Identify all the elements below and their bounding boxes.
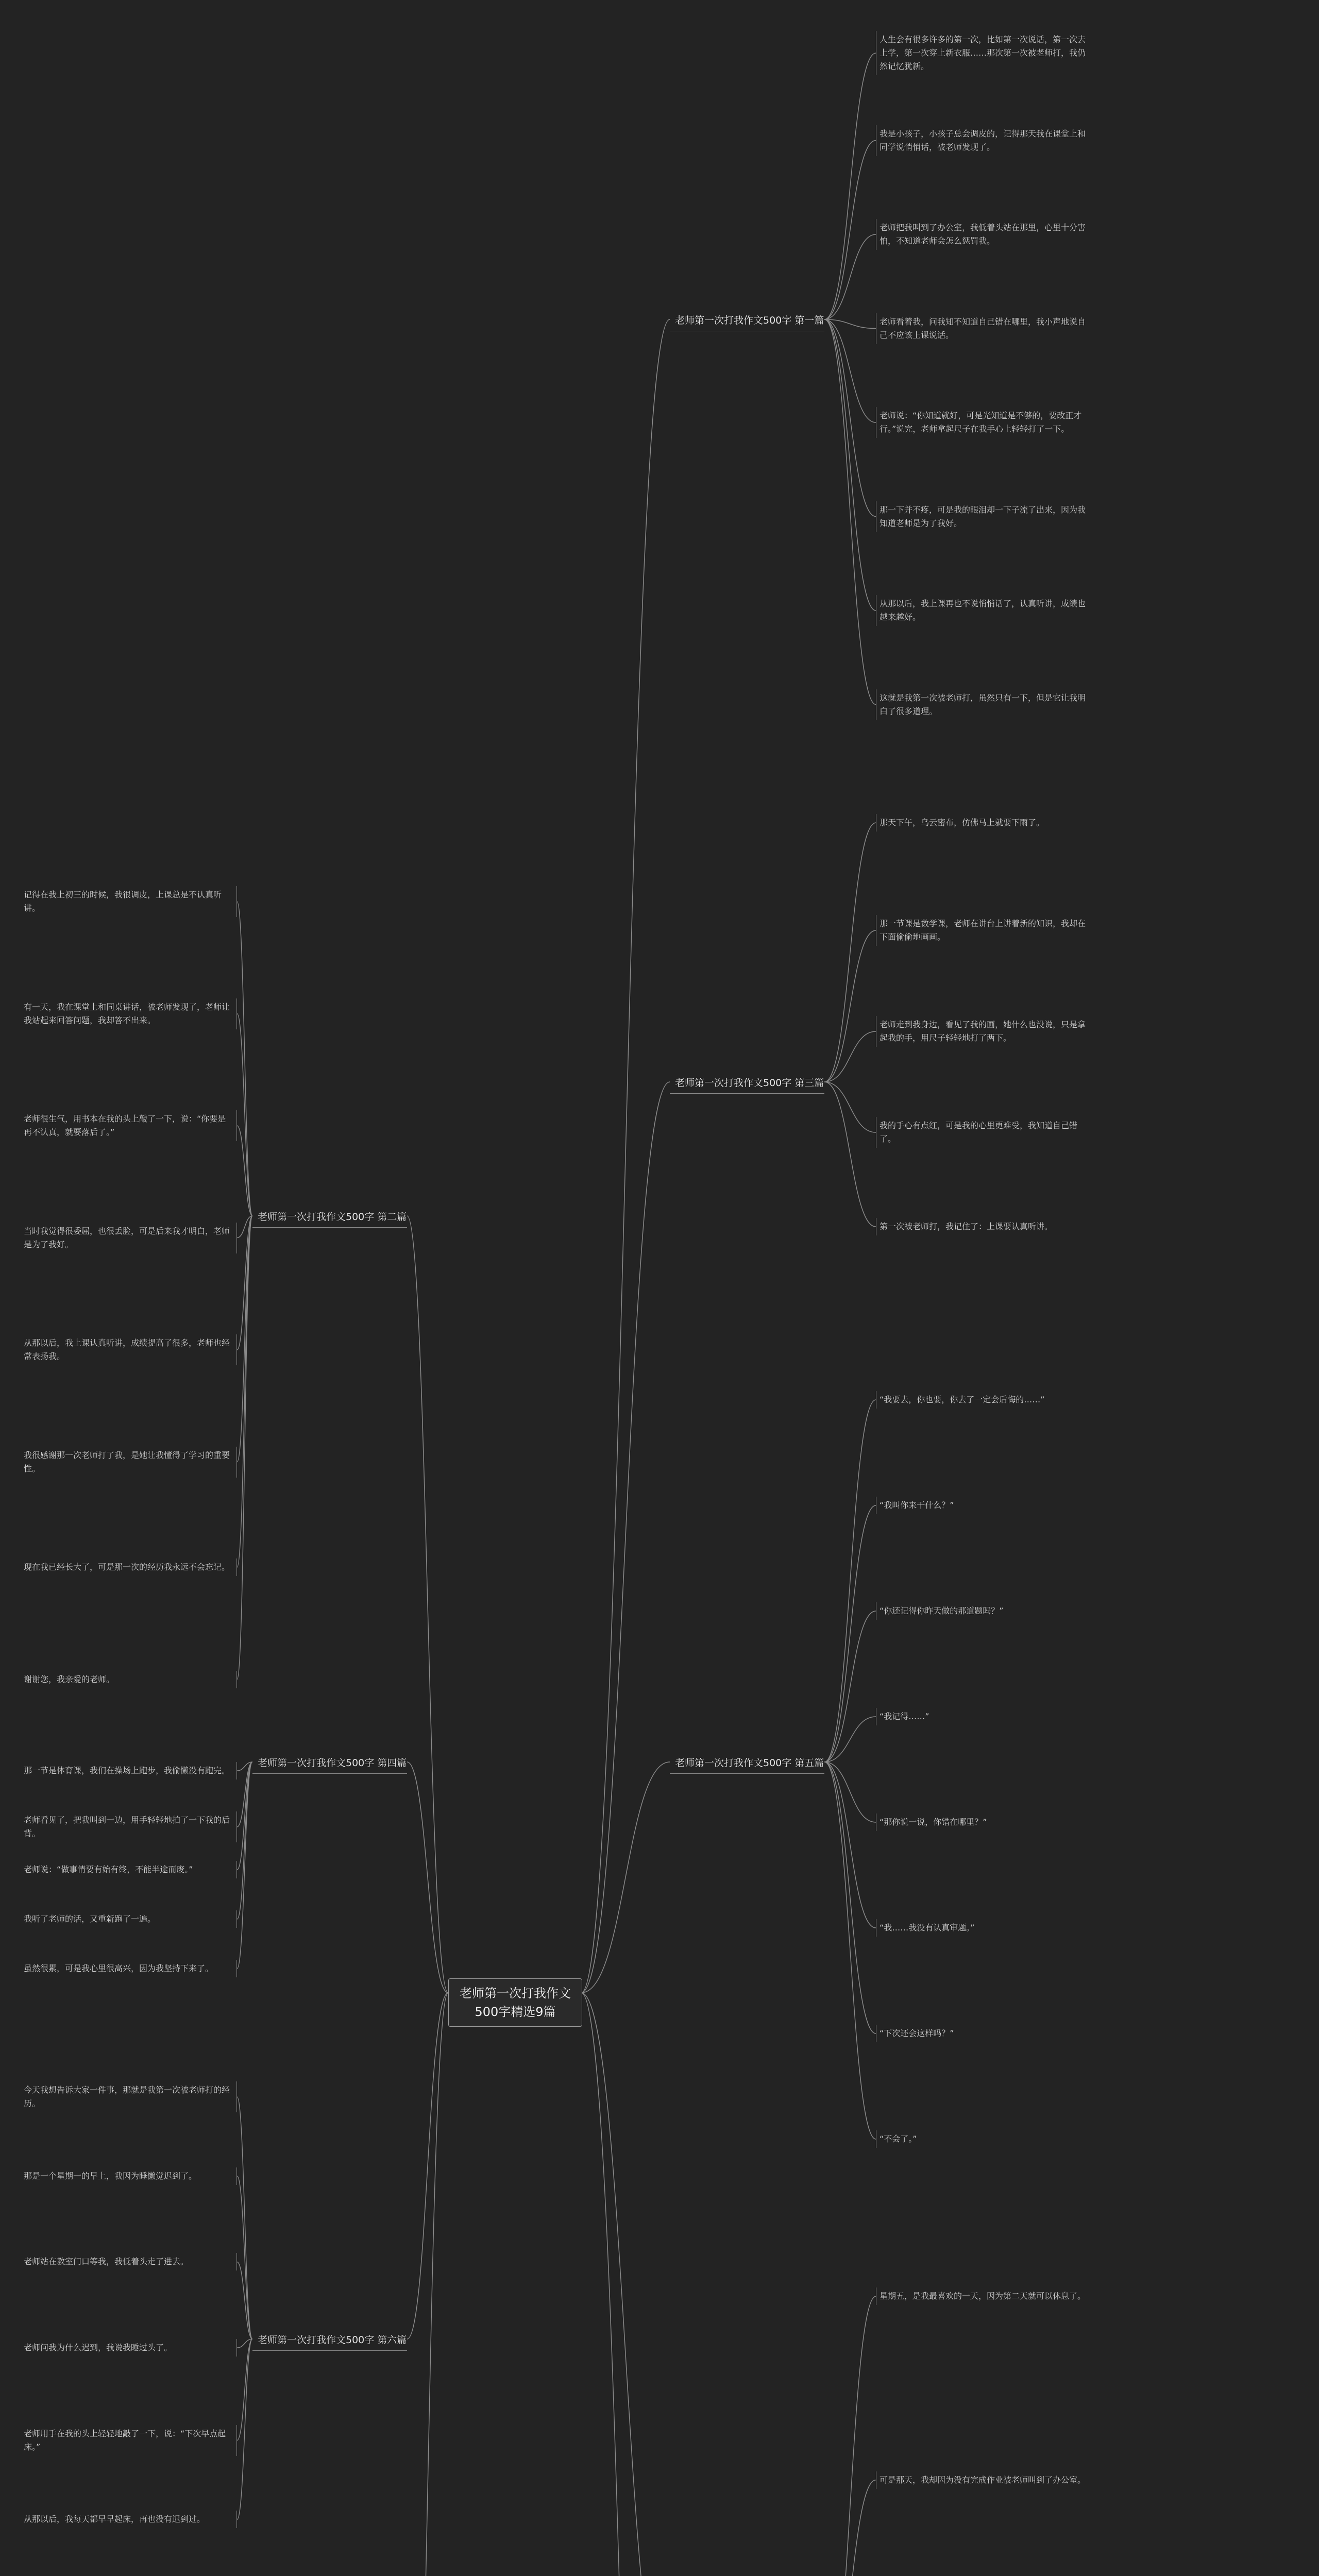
- connector-line: [581, 1993, 670, 2576]
- connector-line: [824, 2296, 876, 2576]
- leaf-note[interactable]: “那你说一说，你错在哪里？”: [876, 1814, 1092, 1831]
- leaf-note[interactable]: 那一下并不疼，可是我的眼泪却一下子流了出来，因为我知道老师是为了我好。: [876, 501, 1092, 532]
- section-topic-2[interactable]: 老师第一次打我作文500字 第二篇: [252, 1207, 407, 1228]
- connector-line: [824, 1762, 876, 1928]
- leaf-note[interactable]: 我听了老师的话，又重新跑了一遍。: [21, 1910, 237, 1928]
- leaf-note[interactable]: “我……我没有认真审题。”: [876, 1919, 1092, 1937]
- root-topic[interactable]: 老师第一次打我作文500字精选9篇: [448, 1978, 582, 2027]
- section-topic-6[interactable]: 老师第一次打我作文500字 第六篇: [252, 2330, 407, 2351]
- leaf-note[interactable]: 老师看着我，问我知不知道自己错在哪里，我小声地说自己不应该上课说话。: [876, 313, 1092, 344]
- connector-line: [824, 1400, 876, 1762]
- connector-line: [237, 2176, 252, 2339]
- connector-line: [237, 2262, 252, 2339]
- leaf-note[interactable]: 我是小孩子，小孩子总会调皮的，记得那天我在课堂上和同学说悄悄话，被老师发现了。: [876, 125, 1092, 156]
- leaf-note[interactable]: 从那以后，我每天都早早起床，再也没有迟到过。: [21, 2511, 237, 2528]
- leaf-note[interactable]: 老师看见了，把我叫到一边，用手轻轻地拍了一下我的后背。: [21, 1811, 237, 1842]
- leaf-note[interactable]: 虽然很累，可是我心里很高兴，因为我坚持下来了。: [21, 1960, 237, 1977]
- connector-line: [824, 319, 876, 517]
- leaf-note[interactable]: 老师用手在我的头上轻轻地敲了一下，说：“下次早点起床。”: [21, 2425, 237, 2456]
- leaf-note[interactable]: 老师问我为什么迟到，我说我睡过头了。: [21, 2339, 237, 2357]
- leaf-note[interactable]: 记得在我上初三的时候，我很调皮，上课总是不认真听讲。: [21, 886, 237, 917]
- leaf-note[interactable]: 老师站在教室门口等我，我低着头走了进去。: [21, 2253, 237, 2270]
- leaf-note[interactable]: 第一次被老师打，我记住了：上课要认真听讲。: [876, 1218, 1092, 1235]
- connector-line: [824, 53, 876, 319]
- connector-line: [824, 823, 876, 1082]
- connector-line: [237, 2339, 252, 2519]
- leaf-note[interactable]: 我的手心有点红，可是我的心里更难受，我知道自己错了。: [876, 1117, 1092, 1148]
- leaf-note[interactable]: 那一节是体育课，我们在操场上跑步，我偷懒没有跑完。: [21, 1762, 237, 1780]
- connector-line: [581, 1993, 670, 2576]
- leaf-note[interactable]: 有一天，我在课堂上和同桌讲话，被老师发现了，老师让我站起来回答问题，我却答不出来。: [21, 998, 237, 1029]
- leaf-note[interactable]: 人生会有很多许多的第一次，比如第一次说话，第一次去上学，第一次穿上新衣服……那次第一次被老师打，我仍然记忆犹新。: [876, 31, 1092, 75]
- leaf-note[interactable]: 可是那天，我却因为没有完成作业被老师叫到了办公室。: [876, 2471, 1092, 2489]
- connector-line: [824, 1505, 876, 1762]
- section-topic-4[interactable]: 老师第一次打我作文500字 第四篇: [252, 1753, 407, 1774]
- connector-line: [237, 1762, 252, 1919]
- connector-line: [824, 1082, 876, 1227]
- section-topic-1[interactable]: 老师第一次打我作文500字 第一篇: [670, 310, 824, 331]
- connector-line: [824, 141, 876, 320]
- connector-line: [824, 1082, 876, 1132]
- connector-line: [237, 1762, 252, 1870]
- leaf-note[interactable]: 这就是我第一次被老师打，虽然只有一下，但是它让我明白了很多道理。: [876, 689, 1092, 720]
- leaf-note[interactable]: 老师说：“做事情要有始有终，不能半途而废。”: [21, 1861, 237, 1878]
- connector-line: [824, 2480, 876, 2576]
- connector-line: [824, 319, 876, 611]
- leaf-note[interactable]: 今天我想告诉大家一件事，那就是我第一次被老师打的经历。: [21, 2081, 237, 2112]
- connector-line: [407, 1993, 448, 2339]
- leaf-note[interactable]: “我叫你来干什么？”: [876, 1497, 1092, 1514]
- connector-line: [581, 1082, 670, 1993]
- connector-line: [824, 234, 876, 319]
- leaf-note[interactable]: 老师很生气，用书本在我的头上敲了一下，说：“你要是再不认真，就要落后了。”: [21, 1110, 237, 1141]
- leaf-note[interactable]: 那是一个星期一的早上，我因为睡懒觉迟到了。: [21, 2167, 237, 2185]
- leaf-note[interactable]: “下次还会这样吗？”: [876, 2025, 1092, 2042]
- connector-line: [824, 319, 876, 422]
- leaf-note[interactable]: 老师走到我身边，看见了我的画，她什么也没说，只是拿起我的手，用尺子轻轻地打了两下。: [876, 1016, 1092, 1047]
- leaf-note[interactable]: 我很感谢那一次老师打了我，是她让我懂得了学习的重要性。: [21, 1447, 237, 1478]
- leaf-note[interactable]: “不会了。”: [876, 2130, 1092, 2148]
- leaf-note[interactable]: 老师说：“你知道就好，可是光知道是不够的，要改正才行。”说完，老师拿起尺子在我手心上轻轻打了一下。: [876, 407, 1092, 438]
- leaf-note[interactable]: 那一节课是数学课，老师在讲台上讲着新的知识，我却在下面偷偷地画画。: [876, 915, 1092, 946]
- leaf-note[interactable]: “你还记得你昨天做的那道题吗？”: [876, 1602, 1092, 1620]
- connector-line: [824, 1762, 876, 2033]
- leaf-note[interactable]: 老师把我叫到了办公室，我低着头站在那里，心里十分害怕，不知道老师会怎么惩罚我。: [876, 219, 1092, 250]
- leaf-note[interactable]: 星期五，是我最喜欢的一天，因为第二天就可以休息了。: [876, 2287, 1092, 2305]
- leaf-note[interactable]: 从那以后，我上课认真听讲，成绩提高了很多，老师也经常表扬我。: [21, 1334, 237, 1365]
- leaf-note[interactable]: “我记得……”: [876, 1708, 1092, 1725]
- connector-line: [237, 1216, 252, 1567]
- leaf-note[interactable]: 谢谢您，我亲爱的老师。: [21, 1671, 237, 1688]
- leaf-note[interactable]: 那天下午，乌云密布，仿佛马上就要下雨了。: [876, 814, 1092, 832]
- connector-line: [581, 1762, 670, 1993]
- connector-line: [581, 319, 670, 1993]
- connector-line: [824, 1717, 876, 1762]
- section-topic-5[interactable]: 老师第一次打我作文500字 第五篇: [670, 1753, 824, 1774]
- connector-line: [824, 1031, 876, 1082]
- leaf-note[interactable]: 从那以后，我上课再也不说悄悄话了，认真听讲，成绩也越来越好。: [876, 595, 1092, 626]
- connector-line: [824, 319, 876, 705]
- connector-line: [407, 1762, 448, 1993]
- leaf-note[interactable]: 现在我已经长大了，可是那一次的经历我永远不会忘记。: [21, 1558, 237, 1576]
- leaf-note[interactable]: 当时我觉得很委屈，也很丢脸，可是后来我才明白，老师是为了我好。: [21, 1223, 237, 1253]
- leaf-note[interactable]: “我要去，你也要，你去了一定会后悔的……”: [876, 1391, 1092, 1409]
- connector-line: [824, 1762, 876, 2139]
- section-topic-3[interactable]: 老师第一次打我作文500字 第三篇: [670, 1073, 824, 1094]
- connector-line: [407, 1993, 448, 2576]
